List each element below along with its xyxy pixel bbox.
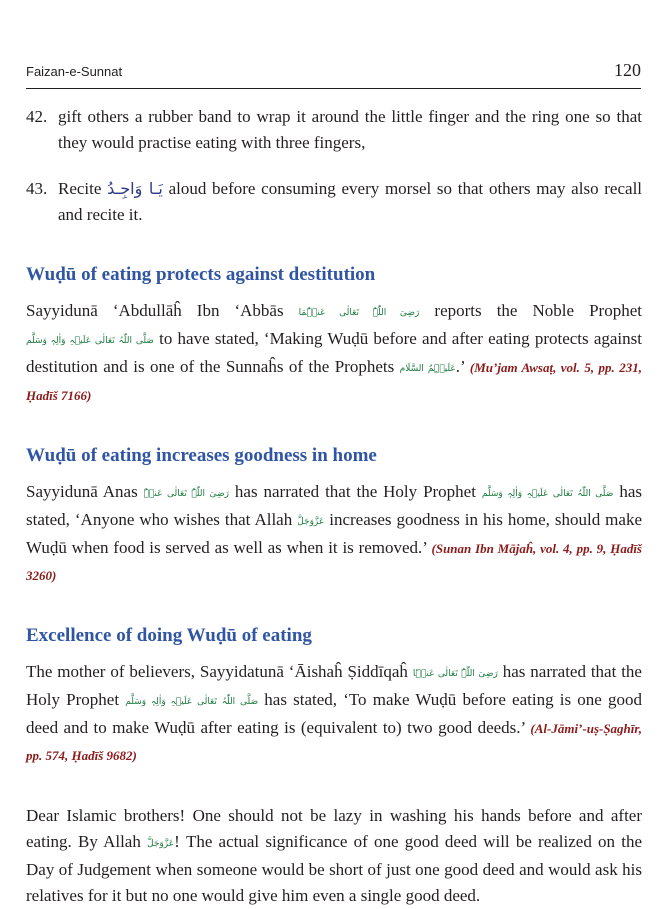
text-run: Sayyidunā Anas [26, 482, 144, 501]
section-heading-excellence: Excellence of doing Wuḍū of eating [26, 625, 312, 646]
text-run: .’ [455, 357, 470, 376]
text-run: has stated, ‘Anyone who wishes that Allah [26, 482, 642, 529]
honorific-calligraphy: رَضِیَ اللّٰہُ تَعَالٰی عَنۡہَا [412, 669, 498, 679]
section-heading-destitution: Wuḍū of eating protects against destitution [26, 264, 376, 285]
header-rule [26, 88, 641, 89]
hadith-reference: (Mu’jam Awsaṭ, vol. 5, pp. 231, Ḥadīš 7166) [26, 360, 643, 403]
page-body [26, 104, 642, 909]
text-run: reports the Noble Prophet [419, 301, 642, 320]
honorific-calligraphy: عَلَیۡہِمُ السَّلَام [399, 364, 456, 374]
list-number: 42. [26, 107, 48, 126]
list-text: gift others a rubber band to wrap it around the little finger and the ring one so that they would practise eating with three fingers, [58, 107, 642, 152]
honorific-calligraphy: صَلَّی اللّٰہُ تَعَالٰی عَلَیۡہِ وَاٰلِہٖ وَسَلَّم [481, 489, 614, 499]
list-text-after: aloud before consuming every morsel so that others may also recall and recite it. [58, 179, 643, 224]
list-item-42 [26, 104, 642, 156]
closing-paragraph [26, 803, 642, 909]
hadith-reference: (Sunan Ibn Mājaĥ, vol. 4, pp. 9, Ḥadīš 3260) [26, 541, 642, 583]
text-run: has narrated that the Holy Prophet [229, 482, 482, 501]
section-paragraph [26, 298, 642, 409]
text-run: has stated, ‘To make Wuḍū before eating is one good deed and to make Wuḍū after eating is (equivalent to) two good deeds.’ [26, 690, 643, 737]
list-text-before: Recite [58, 179, 108, 198]
text-run: has narrated that the Holy Prophet [26, 662, 642, 709]
text-run: increases goodness in his home, should make Wuḍū when food is served as well as when it is removed.’ [26, 510, 642, 557]
list-number: 43. [26, 179, 48, 198]
page-number: 120 [614, 60, 641, 80]
text-run: Sayyidunā ‘Abdullāĥ Ibn ‘Abbās [26, 301, 299, 320]
section-paragraph [26, 479, 642, 589]
running-title: Faizan-e-Sunnat [26, 64, 123, 79]
honorific-calligraphy: صَلَّی اللّٰہُ تَعَالٰی عَلَیۡہِ وَاٰلِہٖ وَسَلَّم [26, 336, 154, 346]
arabic-invocation: يَـا وَاجِـدُ [107, 179, 163, 198]
honorific-calligraphy: عَزَّوَجَلَّ [147, 839, 175, 849]
text-run: to have stated, ‘Making Wuḍū before and after eating protects against destitution and is one of the Sunnaĥs of the Prophets [26, 329, 642, 376]
honorific-calligraphy: رَضِیَ اللّٰہُ تَعَالٰی عَنۡہُ [143, 489, 229, 499]
section-heading-goodness: Wuḍū of eating increases goodness in home [26, 445, 377, 466]
list-text [58, 176, 642, 228]
text-run: The mother of believers, Sayyidatunā ‘Āishaĥ Ṣiddīqaĥ [26, 662, 413, 681]
honorific-calligraphy: عَزَّوَجَلَّ [297, 517, 325, 527]
text-run: Dear Islamic brothers! One should not be lazy in washing his hands before and after eating. By Allah [26, 806, 642, 851]
honorific-calligraphy: صَلَّی اللّٰہُ تَعَالٰی عَلَیۡہِ وَاٰلِہٖ وَسَلَّم [125, 697, 259, 707]
text-run: ! The actual significance of one good deed will be realized on the Day of Judgement when someone would be short of just one good deed and would ask his relatives for it but no one would give him even a single good deed. [26, 832, 642, 905]
list-item-43 [26, 176, 642, 228]
hadith-reference: (Al-Jāmi’-uṣ-Ṣaghīr, pp. 574, Ḥadīš 9682) [26, 721, 642, 763]
honorific-calligraphy: رَضِیَ اللّٰہُ تَعَالٰی عَنۡہُمَا [298, 308, 420, 318]
section-paragraph [26, 659, 642, 769]
